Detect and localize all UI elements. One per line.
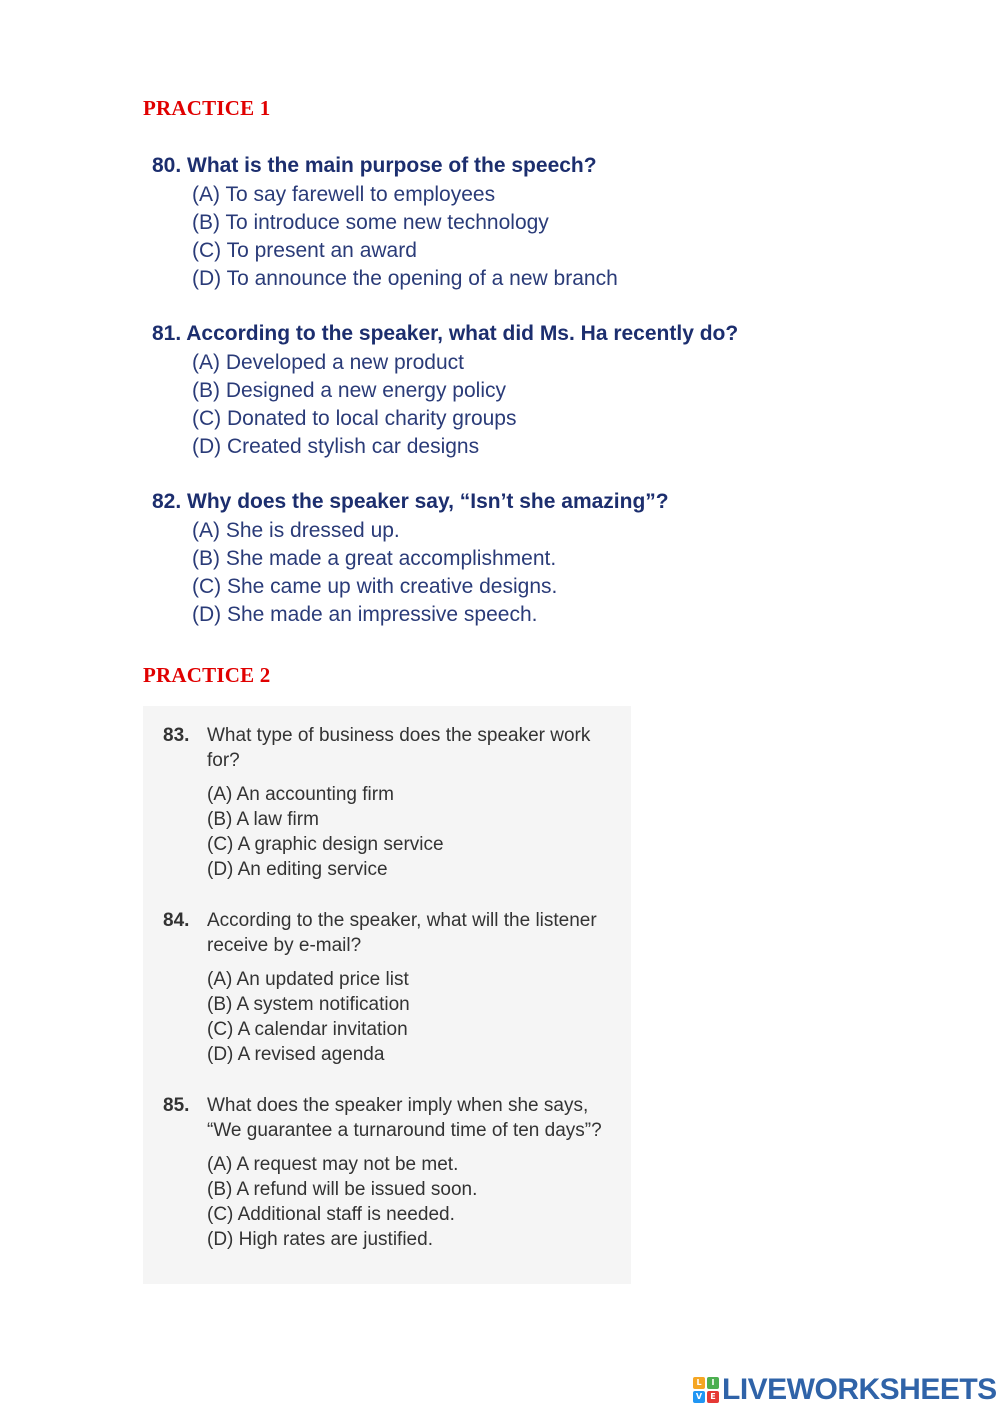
question-text: According to the speaker, what will the listener receive by e-mail? [207,910,597,956]
logo-square: L [693,1377,705,1389]
practice2-question-83 [163,723,623,882]
option: (C) Donated to local charity groups [192,407,517,430]
option: (C) Additional staff is needed. [207,1204,455,1225]
practice1-question-80 [152,151,872,293]
practice2-scan-box [143,706,631,1284]
option: (B) A law firm [207,809,319,830]
option: (D) High rates are justified. [207,1229,433,1250]
question-number: 83. [163,725,190,746]
practice1-title: PRACTICE 1 [143,96,271,120]
logo-square: V [693,1391,705,1403]
option-list [207,1152,623,1252]
question-row [163,908,623,958]
question-number: 84. [163,910,190,931]
liveworksheets-logo [693,1372,997,1408]
logo-square: I [707,1377,719,1389]
practice2-title: PRACTICE 2 [143,663,271,687]
option: (D) She made an impressive speech. [192,603,538,626]
option: (B) A refund will be issued soon. [207,1179,478,1200]
practice2-question-85 [163,1093,623,1252]
logo-square: E [707,1391,719,1403]
logo-squares-icon [693,1377,719,1403]
option: (A) An updated price list [207,969,409,990]
option: (A) Developed a new product [192,351,464,374]
option: (B) She made a great accomplishment. [192,547,557,570]
question-text: 81. According to the speaker, what did Ms. Ha recently do? [152,322,739,345]
option-list [152,517,872,629]
option-list [152,181,872,293]
practice1-question-82 [152,487,872,629]
practice1-question-81 [152,319,872,461]
option: (B) To introduce some new technology [192,211,549,234]
question-text: What does the speaker imply when she says, “We guarantee a turnaround time of ten days”? [207,1095,602,1141]
option: (D) Created stylish car designs [192,435,480,458]
option: (D) An editing service [207,859,388,880]
option-list [207,782,623,882]
option: (C) To present an award [192,239,417,262]
practice2-question-84 [163,908,623,1067]
question-text: What type of business does the speaker work for? [207,725,591,771]
option: (A) A request may not be met. [207,1154,459,1175]
option: (A) An accounting firm [207,784,394,805]
option: (D) To announce the opening of a new branch [192,267,618,290]
option: (C) A calendar invitation [207,1019,408,1040]
logo-text: LIVEWORKSHEETS [722,1373,997,1406]
question-number: 85. [163,1095,190,1116]
option: (B) A system notification [207,994,410,1015]
question-row [163,1093,623,1143]
option: (A) She is dressed up. [192,519,400,542]
question-row [163,723,623,773]
question-text: 80. What is the main purpose of the speech? [152,154,597,177]
option: (C) She came up with creative designs. [192,575,558,598]
option: (A) To say farewell to employees [192,183,496,206]
option-list [152,349,872,461]
option-list [207,967,623,1067]
option: (D) A revised agenda [207,1044,385,1065]
option: (C) A graphic design service [207,834,444,855]
question-text: 82. Why does the speaker say, “Isn’t she amazing”? [152,490,669,513]
option: (B) Designed a new energy policy [192,379,506,402]
